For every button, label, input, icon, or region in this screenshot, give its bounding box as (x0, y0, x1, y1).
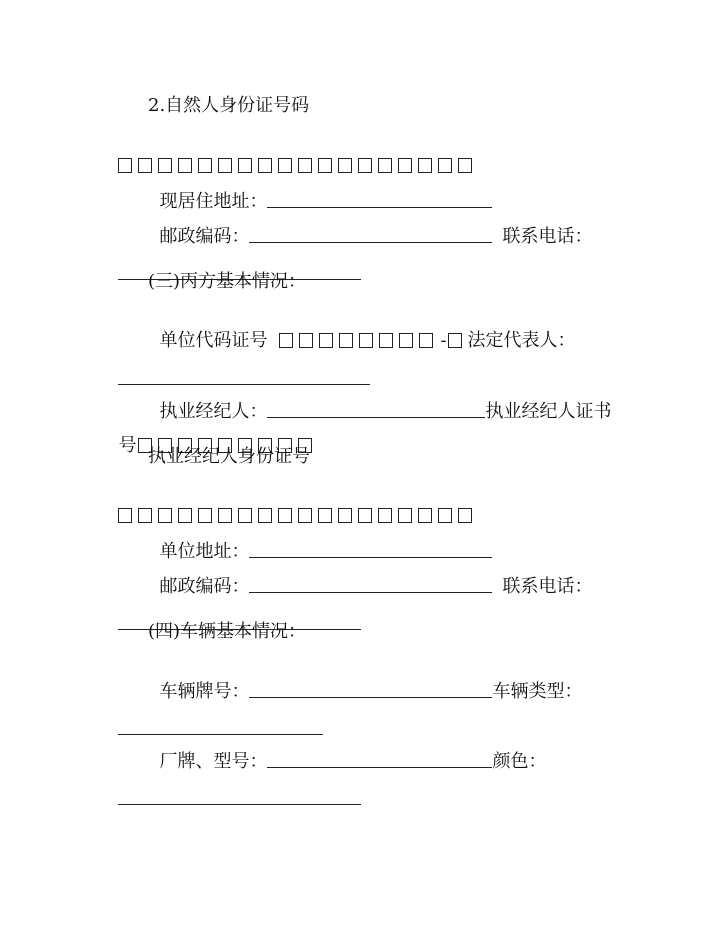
org-code-digit-box[interactable] (399, 333, 413, 348)
color-blank[interactable] (118, 786, 361, 805)
plate-label: 车辆牌号： (159, 681, 250, 702)
natural-person-id-label: 2.自然人身份证号码 (148, 95, 310, 116)
org-code-digit-box[interactable] (419, 333, 433, 348)
phone-label: 联系电话： (502, 226, 593, 247)
phone-label-c: 联系电话： (502, 576, 593, 597)
unit-address-label: 单位地址： (159, 541, 250, 562)
brand-model-label: 厂牌、型号： (159, 751, 268, 772)
color-label: 颜色： (492, 751, 547, 772)
org-code-check-digit-box[interactable] (448, 333, 462, 348)
postal-label-c: 邮政编码： (159, 576, 250, 597)
broker-label: 执业经纪人： (159, 401, 268, 422)
broker-id-label: 执业经纪人身份证号 (148, 446, 310, 467)
org-code-check-box[interactable] (448, 329, 468, 353)
color-blank-row (107, 762, 361, 811)
org-code-digit-box[interactable] (379, 333, 393, 348)
broker-id-digit-box[interactable] (118, 508, 132, 523)
broker-cert-label: 执业经纪人证书 (485, 401, 612, 422)
address-label: 现居住地址： (159, 191, 268, 212)
id-digit-box[interactable] (118, 158, 132, 173)
org-code-dash: - (440, 330, 447, 351)
org-code-label: 单位代码证号 (159, 330, 268, 351)
broker-cert-label-cont: 号 (118, 435, 137, 456)
vehicle-heading: (四)车辆基本情况： (148, 621, 307, 642)
postal-label: 邮政编码： (159, 226, 250, 247)
legal-rep-label: 法定代表人： (467, 330, 576, 351)
party-c-heading: (三)丙方基本情况： (148, 271, 307, 292)
vehicle-type-label: 车辆类型： (492, 681, 583, 702)
